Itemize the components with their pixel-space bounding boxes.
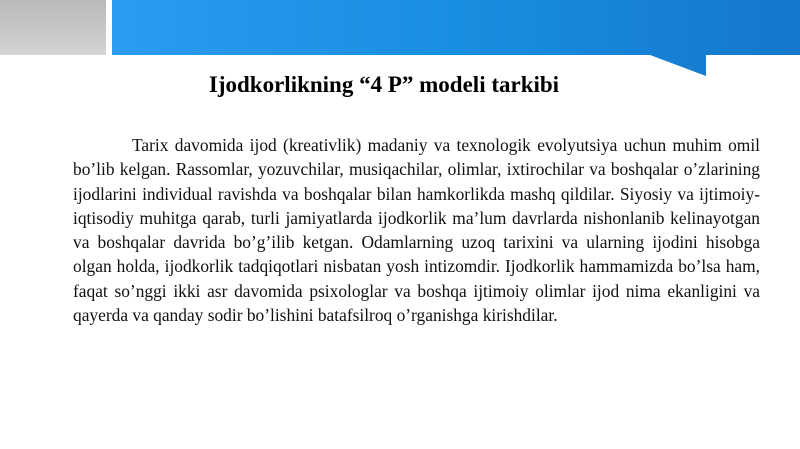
- header-banner-blue: [0, 0, 800, 80]
- slide-title: Ijodkorlikning “4 P” modeli tarkibi: [208, 72, 560, 97]
- body-paragraph: Tarix davomida ijod (kreativlik) madaniy va texnologik evolyutsiya uchun muhim omil bo’lib kelgan. Rassomlar, yozuvchilar, musiqachilar, olimlar, ixtirochilar va boshqalar o’zlarining ijodlarini individual ravishda va boshqalar bilan hamkorlikda mashq qildilar. Siyosiy va ijtimoiy-iqtisodiy muhitga qarab, turli jamiyatlarda ijodkorlik ma’lum davrlarda nishonlanib kelinayotgan va boshqalar davrida bo’g’ilib ketgan. Odamlarning uzoq tarixini va ularning ijodini hisobga olgan holda, ijodkorlik tadqiqotlari nisbatan yosh intizomdir. Ijodkorlik hammamizda bo’lsa ham, faqat so’nggi ikki asr davomida psixologlar va boshqa ijtimoiy olimlar ijod nima ekanligini va qayerda va qanday sodir bo’lishini batafsilroq o’rganishga kirishdilar.: [73, 135, 760, 326]
